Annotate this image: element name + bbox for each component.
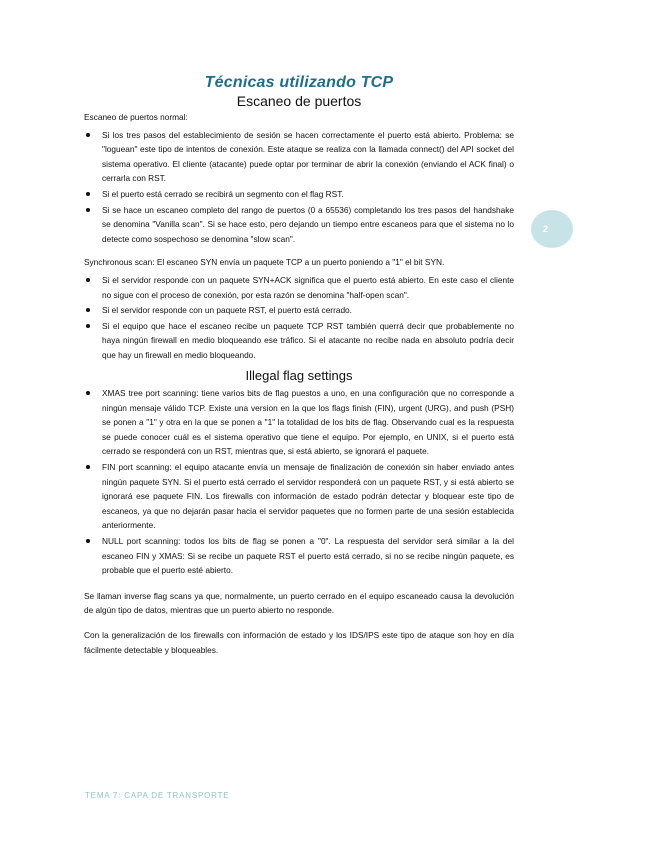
list-item: Si el equipo que hace el escaneo recibe un paquete TCP RST también querrá decir que probablemente no haya ningún firewall en medio bloqueando ese tráfico. Si el atacante no recibe nada en absoluto podría decir que hay un firewall en medio bloqueando. (84, 319, 514, 363)
section-normal-scan-label: Escaneo de puertos normal: (84, 112, 188, 122)
list-item: Si el puerto está cerrado se recibirá un segmento con el flag RST. (84, 187, 514, 202)
list-item: Si se hace un escaneo completo del rango de puertos (0 a 65536) completando los tres pasos del handshake se denomina "Vanilla scan". Si se hace esto, pero dejando un tiempo entre escaneos para que el sistema no lo detecte como sospechoso se denomina "slow scan". (84, 203, 514, 247)
page-number-badge: 2 (531, 210, 573, 248)
section-syn-scan-label: Synchronous scan: El escaneo SYN envía un paquete TCP a un puerto poniendo a "1" el bit SYN. (84, 257, 445, 268)
section-syn-scan-list (84, 273, 514, 363)
list-item: Si los tres pasos del establecimiento de sesión se hacen correctamente el puerto está abierto. Problema: se "loguean" este tipo de intentos de conexión. Este ataque se realiza con la llamada connect() del API socket del sistema operativo. El cliente (atacante) puede optar por terminar de abrir la conexión (enviando el ACK final) o cerrarla con RST. (84, 128, 514, 186)
list-item: Si el servidor responde con un paquete SYN+ACK significa que el puerto está abierto. En este caso el cliente no sigue con el proceso de conexión, por esta razón se denomina "half-open scan". (84, 273, 514, 302)
section-normal-scan-list (84, 128, 514, 247)
page-footer: TEMA 7: CAPA DE TRANSPORTE (85, 791, 230, 800)
section-illegal-flags-heading: Illegal flag settings (245, 367, 353, 383)
page-subtitle: Escaneo de puertos (236, 93, 362, 109)
list-item: XMAS tree port scanning: tiene varios bits de flag puestos a uno, en una configuración que no corresponde a ningún mensaje válido TCP. Existe una version en la que los flags finish (FIN), urgent (URG), and push (PSH) se ponen a "1" y otra en la que se ponen a "1" la totalidad de los bits de flag. Observando cual es la respuesta se puede conocer cuál es el sistema operativo que tiene el equipo. Por ejemplo, en UNIX, si el puerto está cerrado se responderá con un RST, mientras que, si está abierto, se ignorará el paquete. (84, 386, 514, 459)
spacer (84, 247, 514, 255)
section-illegal-flags-list (84, 386, 514, 578)
list-item: FIN port scanning: el equipo atacante envía un mensaje de finalización de conexión sin haber enviado antes ningún paquete SYN. Si el puerto está cerrado el servidor responderá con un paquete RST, y si está abierto se ignorará ese paquete FIN. Los firewalls con información de estado podrán detectar y bloquear este tipo de escaneos, ya que no dejarán pasar hacia el servidor paquetes que no formen parte de una sesión establecida anteriormente. (84, 460, 514, 533)
paragraph-inverse-scans: Se llaman inverse flag scans ya que, normalmente, un puerto cerrado en el equipo escaneado causa la devolución de algún tipo de datos, mientras que un puerto abierto no responde. (84, 590, 514, 616)
list-item: NULL port scanning: todos los bits de flag se ponen a "0". La respuesta del servidor será similar a la del escaneo FIN y XMAS: Si se recibe un paquete RST el puerto está cerrado, si no se recibe ningún paquete, es probable que el puerto esté abierto. (84, 534, 514, 578)
spacer (84, 579, 514, 589)
spacer (84, 618, 514, 628)
list-item: Si el servidor responde con un paquete RST, el puerto está cerrado. (84, 303, 514, 318)
document-body (84, 110, 514, 657)
paragraph-firewalls: Con la generalización de los firewalls con información de estado y los IDS/IPS este tipo de ataque son hoy en día fácilmente detectable y bloqueables. (84, 630, 514, 655)
page-title: Técnicas utilizando TCP (204, 74, 394, 91)
